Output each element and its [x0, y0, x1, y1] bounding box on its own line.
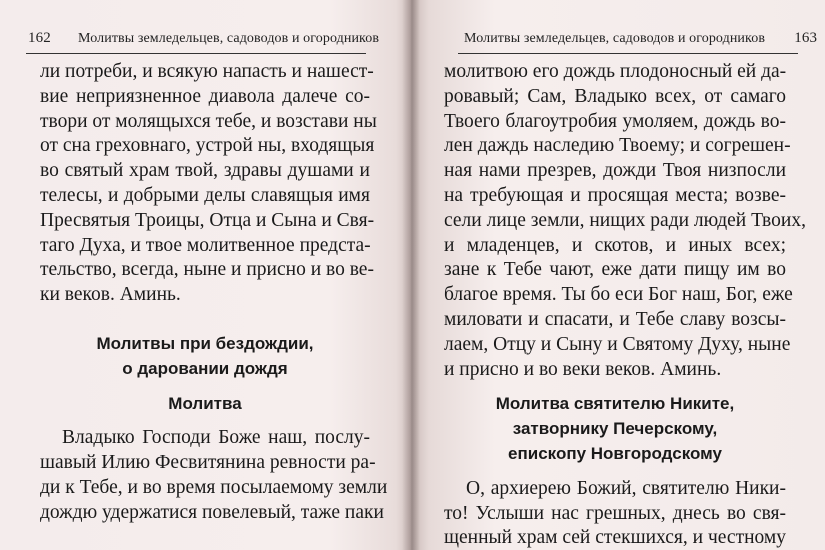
prayer-line: ди к Тебе, и во время посылаемому земли: [40, 476, 388, 498]
text-line: Пресвятыя Троицы, Отца и Сына и Свя-: [40, 209, 375, 231]
section-heading: затворнику Печерскому,: [512, 419, 718, 439]
left-page-number: 162: [28, 30, 51, 46]
left-running-title: Молитвы земледельцев, садоводов и огородников: [78, 31, 380, 46]
right-page-body: [444, 60, 806, 550]
prayer-line: то! Услыши нас грешных, днесь во свя-: [444, 502, 786, 524]
text-line: и младенцев, и скотов, и иных всех;: [444, 234, 786, 256]
spacer: [40, 382, 370, 392]
spacer: [444, 382, 786, 392]
left-header-rule: [26, 53, 366, 54]
prayer-line: дождю удержатися повелевый, таже паки: [40, 501, 384, 523]
spacer: [444, 467, 786, 477]
text-line: лен даждь наследию Твоему; и согрешен-: [444, 135, 791, 157]
right-header-rule: [458, 53, 798, 54]
text-line: ки веков. Аминь.: [40, 284, 181, 306]
text-line: от сна греховнаго, устрой ны, входящыя: [40, 135, 375, 157]
text-line: лаем, Отцу и Сыну и Святому Духу, ныне: [444, 333, 791, 355]
spacer: [40, 308, 370, 332]
text-line: тельство, всегда, ныне и присно и во ве-: [40, 259, 374, 281]
text-line: зане к Тебе чают, еже дати пищу им во: [444, 259, 786, 281]
text-line: таго Духа, и твое молитвенное предста-: [40, 234, 371, 256]
prayer-line: щенный храм сей стекшихся, и честному: [444, 527, 786, 549]
text-line: во святый храм твой, здравы душами и: [40, 160, 370, 182]
right-running-title: Молитвы земледельцев, садоводов и огородников: [464, 31, 766, 46]
text-line: Твоего благоутробия умоляем, дождь во-: [444, 110, 786, 132]
text-line: на требующая и просящая места; возве-: [444, 184, 786, 206]
right-page: [414, 0, 825, 550]
text-line: телесы, и добрыми делы славящыя имя: [40, 184, 370, 206]
text-line: твори от молящыхся тебе, и возстави ны: [40, 110, 377, 132]
text-line: миловати и спасати, и Тебе славу возсы-: [444, 308, 786, 330]
text-line: и присно и во веки веков. Аминь.: [444, 358, 722, 380]
left-page: [0, 0, 408, 550]
text-line: вие неприязненное диавола далече со-: [40, 85, 370, 107]
text-line: молитвою его дождь плодоносный ей да-: [444, 61, 787, 82]
spacer: [40, 416, 370, 426]
section-heading: епископу Новгородскому: [508, 443, 722, 463]
text-line: ная нами презрев, дожди Твоя низпосли: [444, 160, 786, 182]
section-heading: о даровании дождя: [122, 358, 288, 378]
prayer-line: О, архиерею Божий, святителю Ники-: [466, 477, 786, 499]
prayer-line: Владыко Господи Боже наш, послу-: [62, 427, 370, 449]
section-heading: Молитвы при бездождии,: [96, 333, 314, 353]
subheading: Молитва: [168, 393, 242, 413]
text-line: ровавый; Сам, Владыко всех, от самаго: [444, 85, 786, 107]
section-heading: Молитва святителю Никите,: [495, 394, 735, 414]
left-page-body: [40, 60, 388, 526]
right-page-number: 163: [794, 30, 818, 46]
right-page-header: [464, 30, 817, 52]
text-line: благое время. Ты бо еси Бог наш, Бог, еже: [444, 284, 793, 306]
text-line: ли потреби, и всякую напасть и нашест-: [40, 61, 374, 82]
text-line: сели лице земли, нищих ради людей Твоих,: [444, 209, 806, 231]
left-page-header: [28, 30, 379, 52]
prayer-line: шавый Илию Фесвитянина ревности ра-: [40, 452, 376, 474]
